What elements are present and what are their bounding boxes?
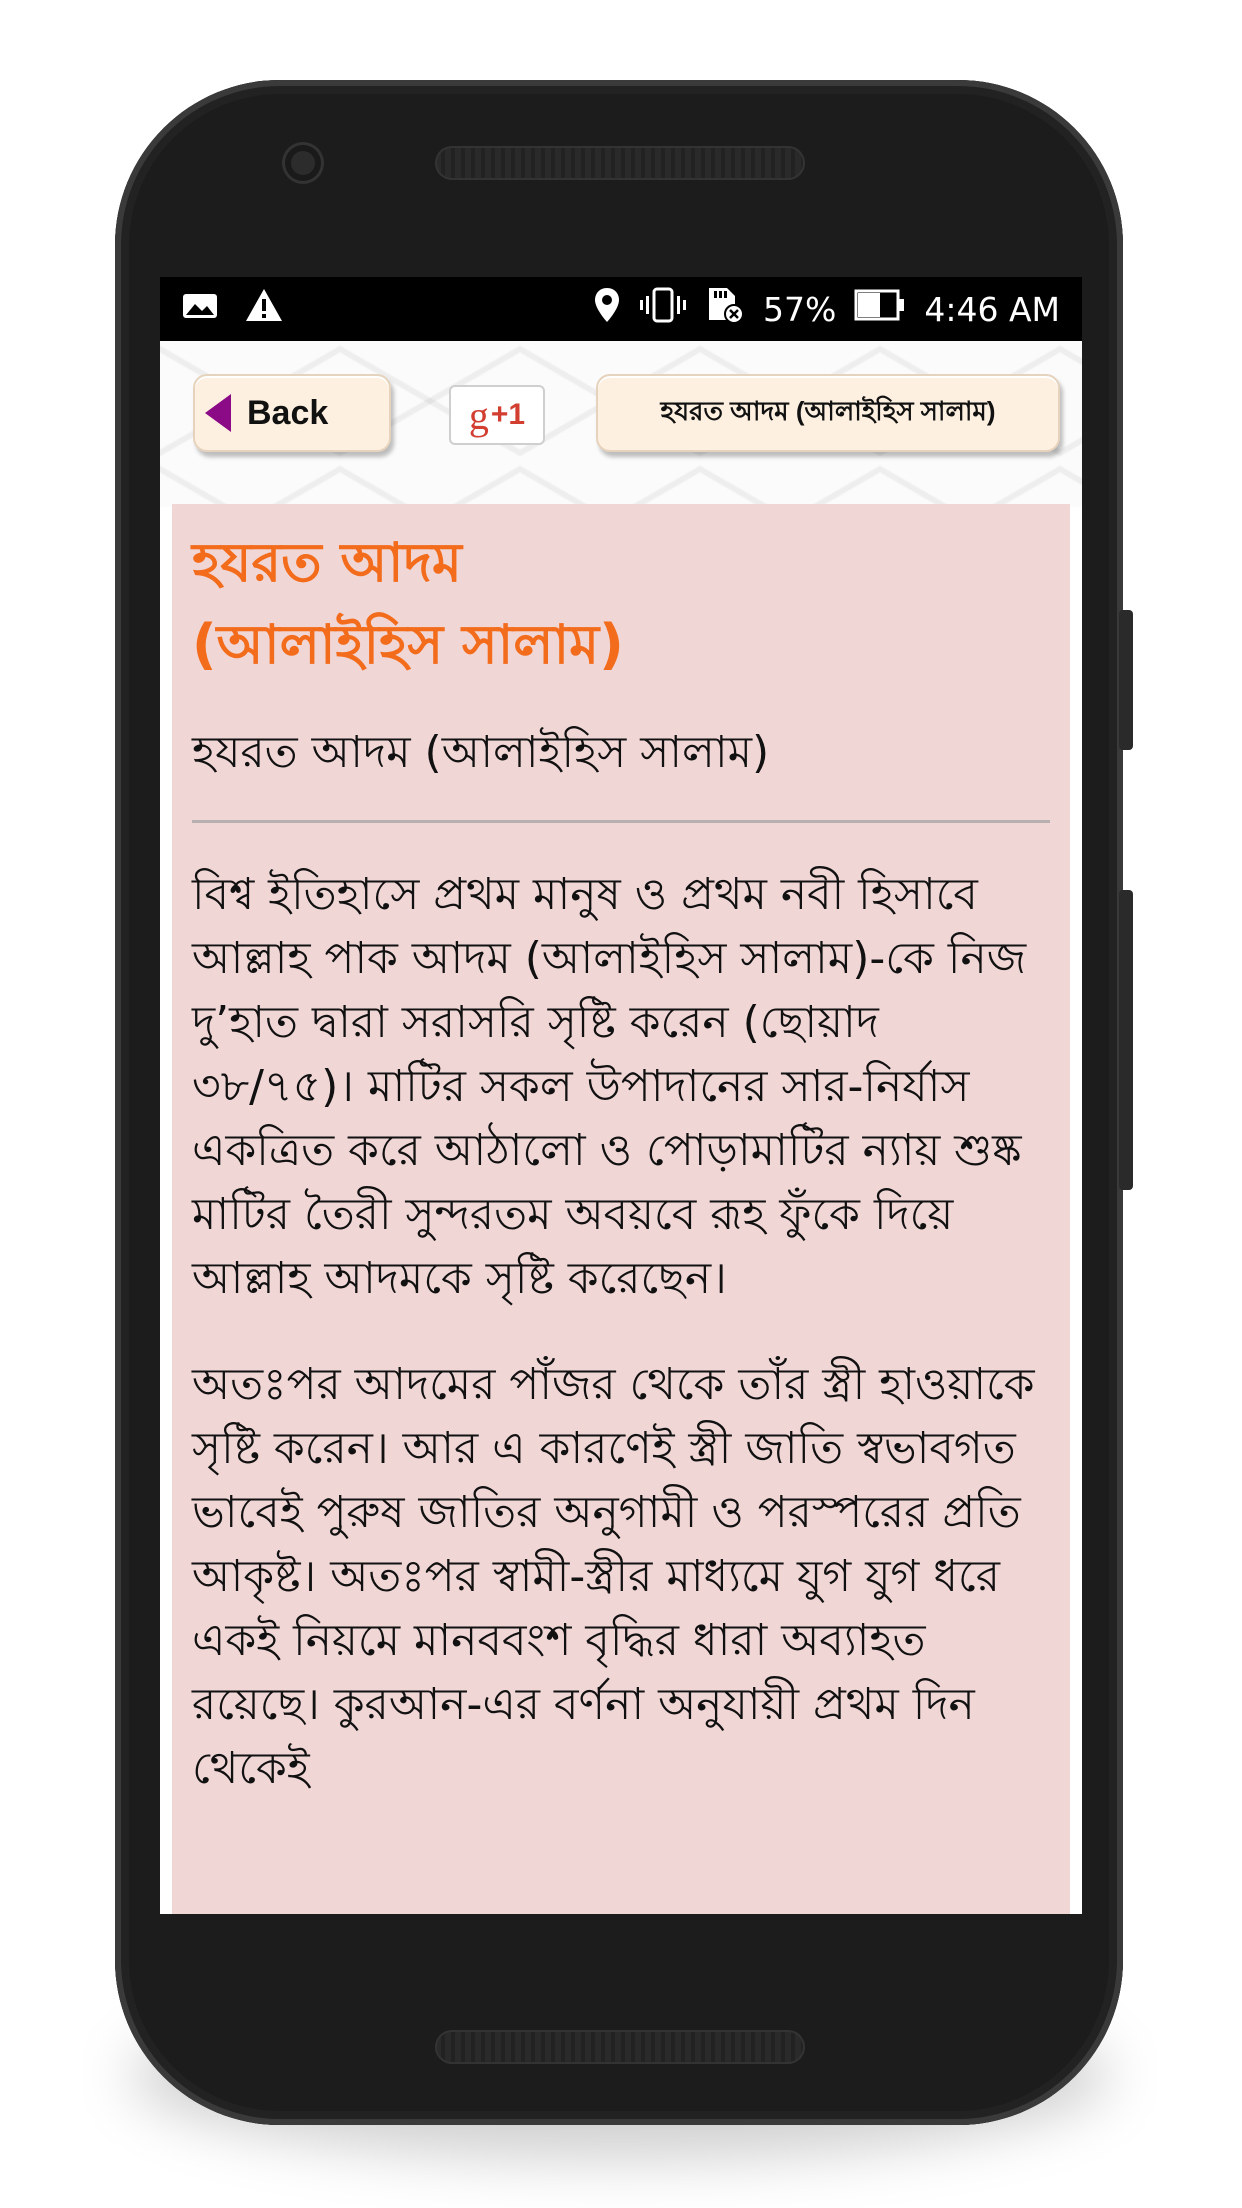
battery-icon [854,288,906,330]
article-paragraph: অতঃপর আদমের পাঁজর থেকে তাঁর স্ত্রী হাওয়াকে সৃষ্টি করেন। আর এ কারণেই স্ত্রী জাতি স্বভাবগত ভাবেই পুরুষ জাতির অনুগামী ও পরস্পরের প্রতি আকৃষ্ট। অতঃপর স্বামী-স্ত্রীর মাধ্যমে যুগ যুগ ধরে একই নিয়মে মানববংশ বৃদ্ধির ধারা অব্যাহত রয়েছে। কুরআন-এর বর্ণনা অনুযায়ী প্রথম দিন থেকেই [192,1359,1035,1794]
front-camera [285,145,321,181]
vibrate-icon [639,287,687,331]
title-button[interactable] [596,374,1060,452]
google-plus-icon: g [468,392,489,438]
bottom-speaker [435,2030,805,2064]
back-button[interactable] [193,374,391,452]
image-notification-icon [182,290,218,329]
clock: 4:46 AM [924,289,1060,329]
heading-line-2: (আলাইহিস সালাম) [192,613,624,676]
top-speaker [435,146,805,180]
volume-button [1119,890,1133,1190]
back-arrow-icon [205,394,231,432]
heading-line-1: হযরত আদম [192,531,462,594]
article-content [172,504,1070,1914]
title-button-label: হযরত আদম (আলাইহিস সালাম) [660,396,996,426]
article-paragraph: বিশ্ব ইতিহাসে প্রথম মানুষ ও প্রথম নবী হিসাবে আল্লাহ পাক আদম (আলাইহিস সালাম)-কে নিজ দু’হাত দ্বারা সরাসরি সৃষ্টি করেন (ছোয়াদ ৩৮/৭৫)। মাটির সকল উপাদানের সার-নির্যাস একত্রিত করে আঠালো ও পোড়ামাটির ন্যায় শুষ্ক মাটির তৈরী সুন্দরতম অবয়বে রূহ ফুঁকে দিয়ে আল্লাহ আদমকে সৃষ্টি করেছেন। [192,869,1027,1304]
power-button [1119,610,1133,750]
back-button-label: Back [247,393,329,432]
screen [160,277,1082,1914]
location-icon [593,287,621,331]
status-bar [160,277,1082,341]
sd-card-error-icon [705,286,745,332]
battery-percent: 57% [762,289,837,329]
divider [192,820,1050,823]
plus-one-label: +1 [490,398,526,431]
article-heading [192,522,1050,686]
warning-icon [244,287,284,331]
toolbar [160,341,1082,507]
article-subtitle: হযরত আদম (আলাইহিস সালাম) [192,727,770,778]
google-plus-one-button[interactable] [449,385,545,445]
